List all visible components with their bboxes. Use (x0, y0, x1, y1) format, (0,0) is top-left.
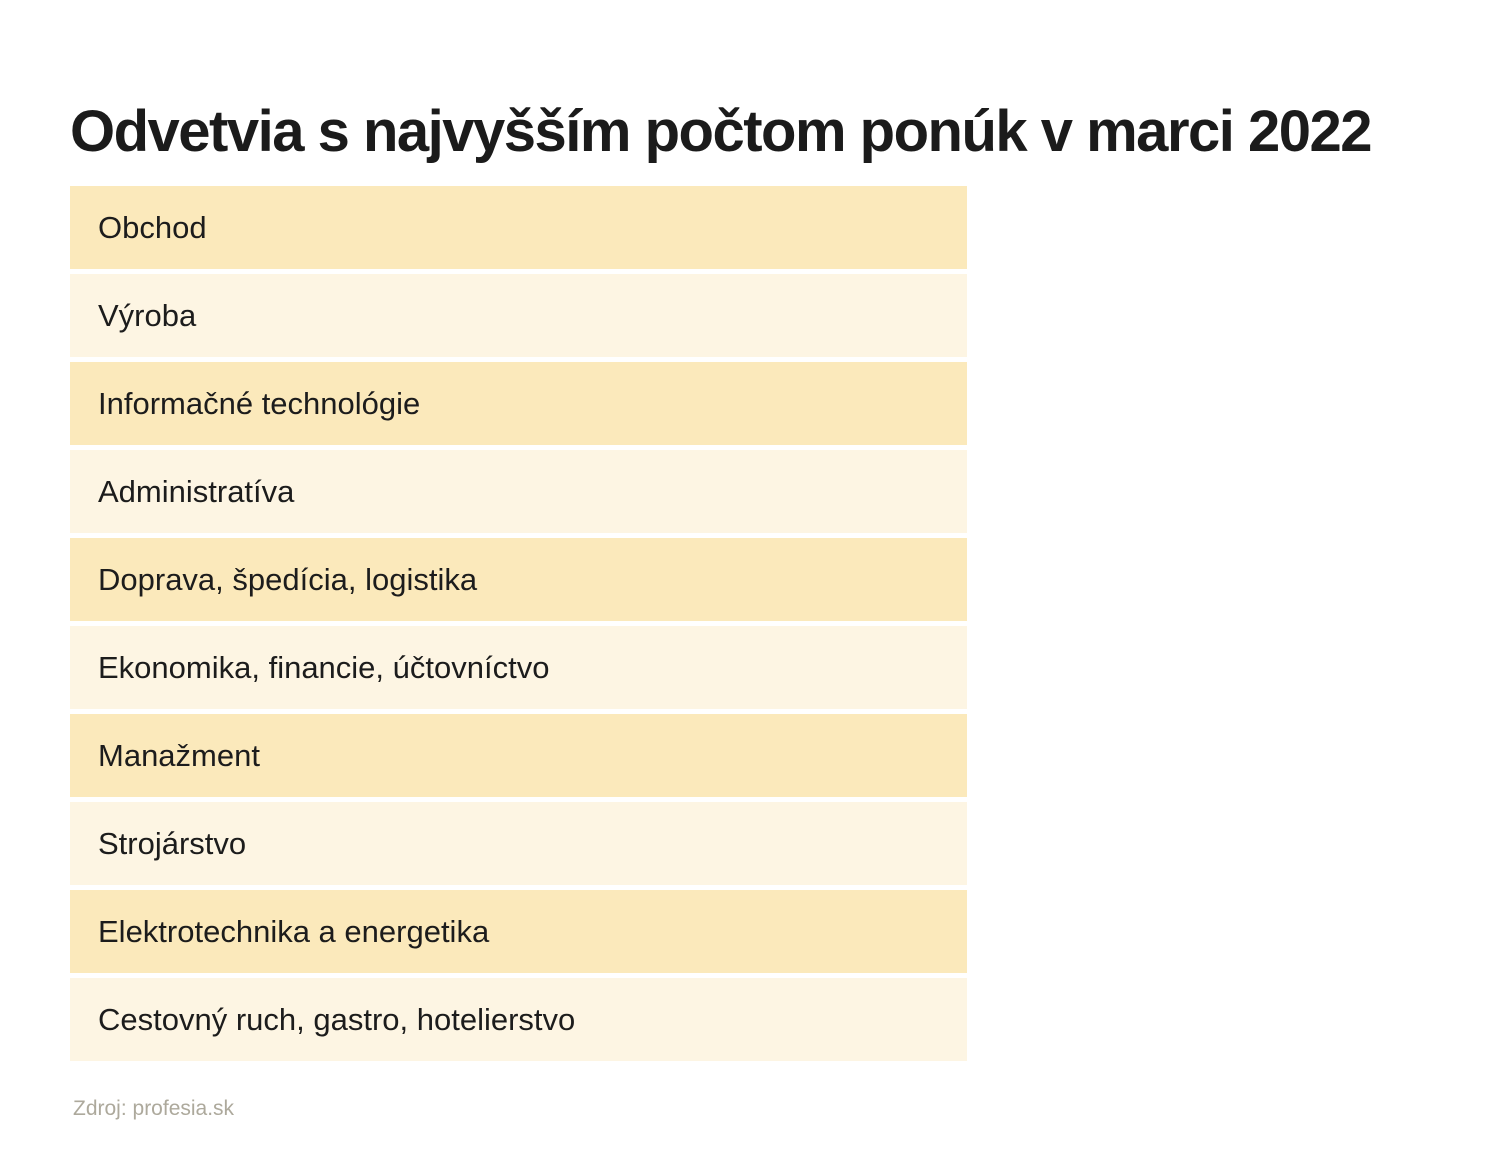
industry-row (70, 890, 967, 973)
industry-row (70, 274, 967, 357)
industry-label: Ekonomika, financie, účtovníctvo (98, 649, 550, 685)
industry-label: Elektrotechnika a energetika (98, 913, 490, 949)
source-caption: Zdroj: profesia.sk (73, 1097, 235, 1120)
page-title: Odvetvia s najvyšším počtom ponúk v marci 2022 (70, 98, 1372, 164)
industry-label: Cestovný ruch, gastro, hotelierstvo (98, 1001, 576, 1037)
industry-row (70, 186, 967, 269)
industry-row (70, 802, 967, 885)
industry-row (70, 450, 967, 533)
industry-row (70, 978, 967, 1061)
industry-label: Výroba (98, 297, 197, 333)
industry-row (70, 538, 967, 621)
industry-row (70, 714, 967, 797)
industry-list (70, 186, 967, 1066)
industry-row (70, 362, 967, 445)
industry-label: Manažment (98, 737, 260, 773)
industry-label: Administratíva (98, 473, 295, 509)
industry-row (70, 626, 967, 709)
industry-label: Doprava, špedícia, logistika (98, 561, 478, 597)
industry-label: Obchod (98, 209, 207, 245)
industry-label: Informačné technológie (98, 385, 421, 421)
industry-label: Strojárstvo (98, 825, 247, 861)
